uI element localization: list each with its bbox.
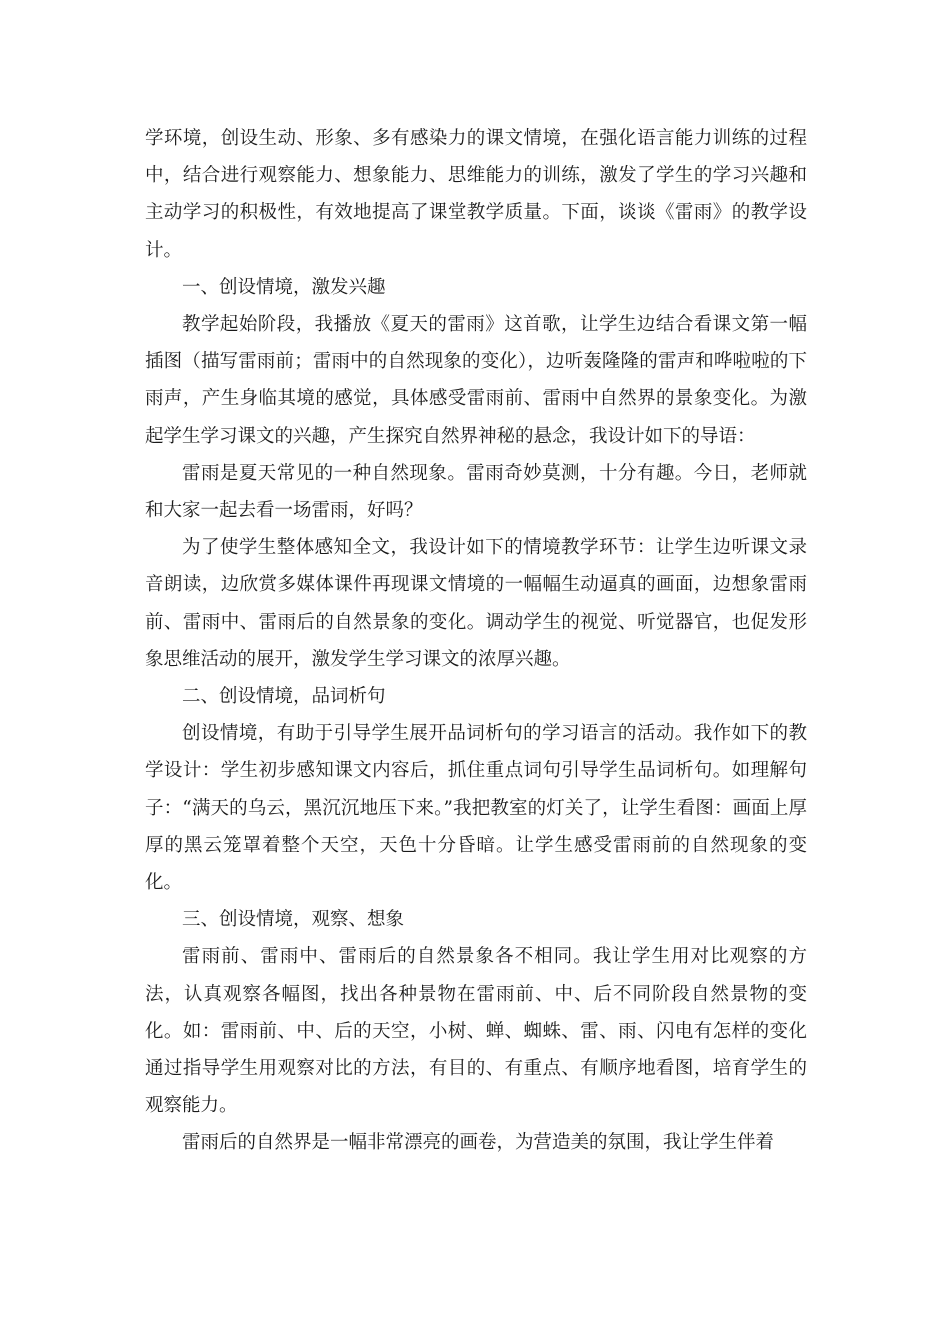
paragraph-body: 雷雨后的自然界是一幅非常漂亮的画卷，为营造美的氛围，我让学生伴着 [182, 1132, 775, 1154]
paragraph-body: 雷雨是夏天常见的一种自然现象。雷雨奇妙莫测，十分有趣。今日，老师就和大家一起去看一场雷雨，好吗？ [145, 462, 807, 522]
document-page [145, 120, 807, 1162]
section-heading-2: 二、创设情境，品词析句 [182, 686, 386, 708]
section-heading-3: 三、创设情境，观察、想象 [182, 909, 405, 931]
paragraph-continuation: 学环境，创设生动、形象、多有感染力的课文情境，在强化语言能力训练的过程中，结合进行观察能力、想象能力、思维能力的训练，激发了学生的学习兴趣和主动学习的积极性，有效地提高了课堂教学质量。下面，谈谈《雷雨》的教学设计。 [145, 128, 807, 261]
paragraph-body: 为了使学生整体感知全文，我设计如下的情境教学环节：让学生边听课文录音朗读，边欣赏多媒体课件再现课文情境的一幅幅生动逼真的画面，边想象雷雨前、雷雨中、雷雨后的自然景象的变化。调动学生的视觉、听觉器官，也促发形象思维活动的展开，激发学生学习课文的浓厚兴趣。 [145, 537, 807, 670]
paragraph-body: 创设情境，有助于引导学生展开品词析句的学习语言的活动。我作如下的教学设计：学生初步感知课文内容后，抓住重点词句引导学生品词析句。如理解句子：“满天的乌云，黑沉沉地压下来。”我把教室的灯关了，让学生看图：画面上厚厚的黑云笼罩着整个天空，天色十分昏暗。让学生感受雷雨前的自然现象的变化。 [145, 723, 807, 894]
paragraph-body: 教学起始阶段，我播放《夏天的雷雨》这首歌，让学生边结合看课文第一幅插图（描写雷雨前；雷雨中的自然现象的变化），边听轰隆隆的雷声和哗啦啦的下雨声，产生身临其境的感觉，具体感受雷雨前、雷雨中自然界的景象变化。为激起学生学习课文的兴趣，产生探究自然界神秘的悬念，我设计如下的导语： [145, 314, 807, 447]
paragraph-body: 雷雨前、雷雨中、雷雨后的自然景象各不相同。我让学生用对比观察的方法，认真观察各幅图，找出各种景物在雷雨前、中、后不同阶段自然景物的变化。如：雷雨前、中、后的天空，小树、蝉、蜘蛛、雷、雨、闪电有怎样的变化通过指导学生用观察对比的方法，有目的、有重点、有顺序地看图，培育学生的观察能力。 [145, 946, 807, 1117]
section-heading-1: 一、创设情境，激发兴趣 [182, 276, 386, 298]
